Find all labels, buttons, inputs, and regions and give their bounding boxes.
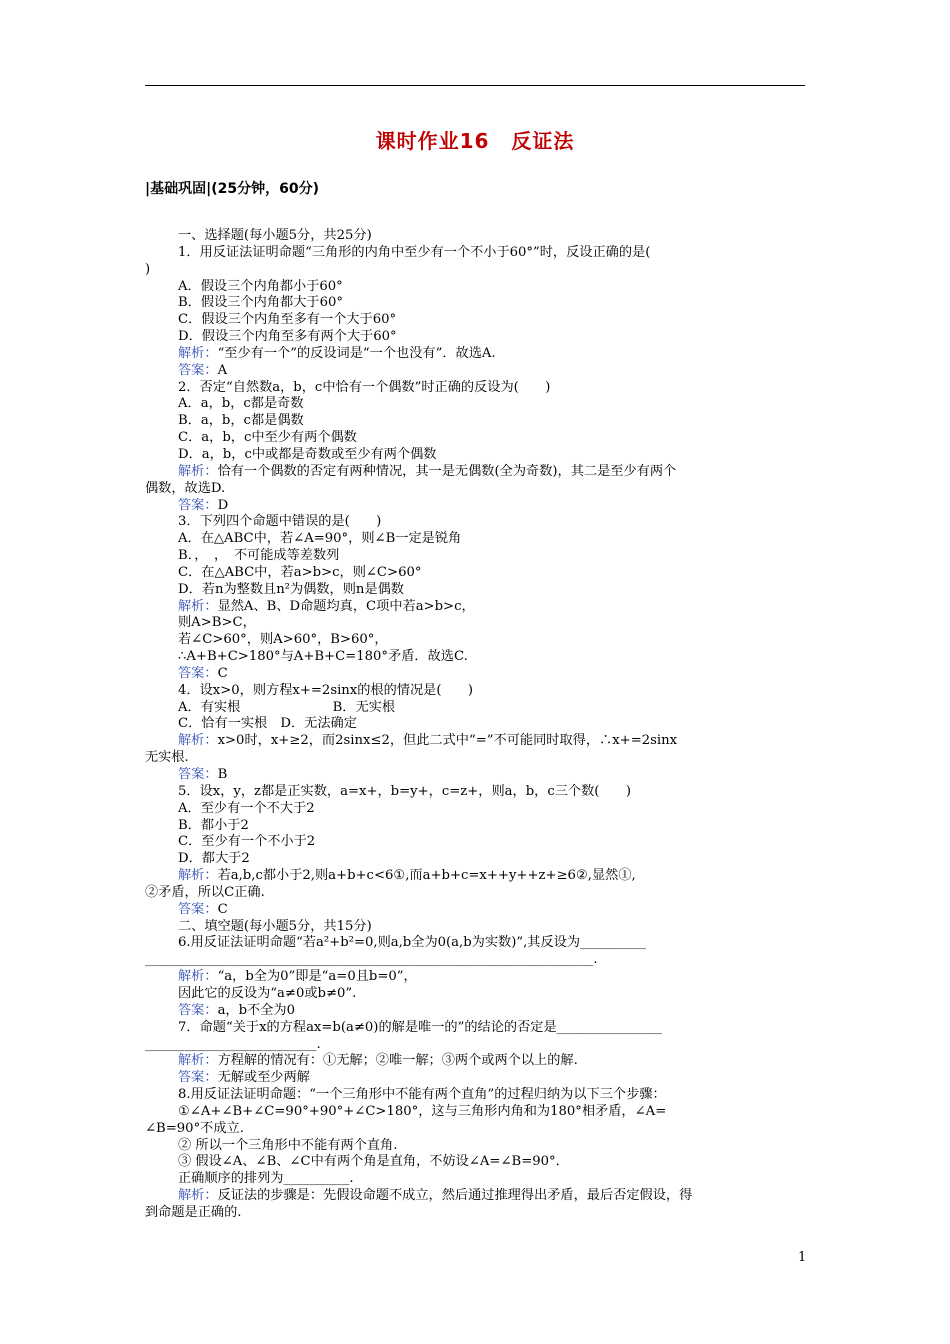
line-text: 3．下列四个命题中错误的是( ) bbox=[178, 514, 382, 530]
text-line bbox=[145, 262, 807, 279]
line-text: 二、填空题(每小题5分，共15分) bbox=[178, 918, 372, 934]
line-text: 若a,b,c都小于2,则a+b+c<6①,而a+b+c=x++y++z+≥6②,显然①, bbox=[217, 868, 636, 884]
text-line bbox=[145, 481, 807, 498]
answer-label: 答案： bbox=[178, 362, 218, 378]
line-text: A．假设三个内角都小于60° bbox=[178, 278, 343, 294]
text-line bbox=[145, 666, 807, 683]
line-text: 则A>B>C， bbox=[178, 615, 256, 631]
text-line bbox=[145, 784, 807, 801]
text-line bbox=[145, 514, 807, 531]
line-text: B．都小于2 bbox=[178, 817, 249, 833]
analysis-label: 解析： bbox=[178, 868, 218, 884]
text-line bbox=[145, 952, 807, 969]
analysis-label: 解析： bbox=[178, 345, 218, 361]
line-text: “至少有一个”的反设词是“一个也没有”．故选A. bbox=[217, 345, 496, 361]
page-number: 1 bbox=[798, 1250, 807, 1265]
title-lesson: 课时作业16 bbox=[375, 129, 490, 153]
text-line bbox=[145, 531, 807, 548]
line-text: C bbox=[217, 665, 228, 681]
line-text: 7．命题“关于x的方程ax=b(a≠0)的解是唯一的”的结论的否定是________________ bbox=[178, 1019, 663, 1035]
analysis-label: 解析： bbox=[178, 1053, 218, 1069]
text-line bbox=[145, 430, 807, 447]
text-line bbox=[145, 615, 807, 632]
line-text: 4．设x>0，则方程x+=2sinx的根的情况是( ) bbox=[178, 682, 474, 698]
line-text: a，b不全为0 bbox=[217, 1002, 296, 1018]
text-line bbox=[145, 396, 807, 413]
line-text: A．至少有一个不大于2 bbox=[178, 800, 315, 816]
line-text: __________________________. bbox=[145, 1036, 321, 1052]
text-line bbox=[145, 363, 807, 380]
line-text: C．在△ABC中，若a>b>c，则∠C>60° bbox=[178, 564, 422, 580]
document-body bbox=[145, 228, 807, 1222]
analysis-label: 解析： bbox=[178, 463, 218, 479]
text-line bbox=[145, 1020, 807, 1037]
answer-label: 答案： bbox=[178, 665, 218, 681]
line-text: B．a，b，c都是偶数 bbox=[178, 413, 304, 429]
line-text: B．， ， 不可能成等差数列 bbox=[178, 548, 340, 564]
line-text: A bbox=[217, 362, 228, 378]
answer-label: 答案： bbox=[178, 1070, 218, 1086]
text-line bbox=[145, 1121, 807, 1138]
line-text: A．a，b，c都是奇数 bbox=[178, 396, 304, 412]
line-text: ③ 假设∠A、∠B、∠C中有两个角是直角，不妨设∠A=∠B=90°． bbox=[178, 1154, 569, 1170]
text-line bbox=[145, 750, 807, 767]
line-text: 反证法的步骤是：先假设命题不成立，然后通过推理得出矛盾，最后否定假设，得 bbox=[217, 1188, 693, 1204]
line-text: A．有实根 B．无实根 bbox=[178, 699, 396, 715]
line-text: 恰有一个偶数的否定有两种情况，其一是无偶数(全为奇数)，其二是至少有两个 bbox=[217, 463, 677, 479]
text-line bbox=[145, 380, 807, 397]
text-line bbox=[145, 851, 807, 868]
text-line bbox=[145, 279, 807, 296]
text-line bbox=[145, 1070, 807, 1087]
text-line bbox=[145, 413, 807, 430]
text-line bbox=[145, 1138, 807, 1155]
line-text: 因此它的反设为“a≠0或b≠0”. bbox=[178, 985, 357, 1001]
line-text: C．至少有一个不小于2 bbox=[178, 834, 316, 850]
text-line bbox=[145, 1154, 807, 1171]
line-text: A．在△ABC中，若∠A=90°，则∠B一定是锐角 bbox=[178, 531, 462, 547]
section-heading: |基础巩固|(25分钟，60分) bbox=[145, 181, 319, 197]
text-line bbox=[145, 228, 807, 245]
title-topic: 反证法 bbox=[511, 129, 575, 153]
text-line bbox=[145, 733, 807, 750]
text-line bbox=[145, 935, 807, 952]
text-line bbox=[145, 1053, 807, 1070]
text-line bbox=[145, 801, 807, 818]
text-line bbox=[145, 1188, 807, 1205]
line-text: D．a，b，c中或都是奇数或至少有两个偶数 bbox=[178, 446, 437, 462]
line-text: 正确顺序的排列为__________. bbox=[178, 1171, 354, 1187]
line-text: D bbox=[217, 497, 229, 513]
answer-label: 答案： bbox=[178, 767, 218, 782]
line-text: 1．用反证法证明命题“三角形的内角中至少有一个不小于60°”时，反设正确的是( bbox=[178, 244, 651, 260]
text-line bbox=[145, 632, 807, 649]
text-line bbox=[145, 1037, 807, 1054]
text-line bbox=[145, 868, 807, 885]
line-text: 若∠C>60°，则A>60°，B>60°， bbox=[178, 632, 388, 648]
analysis-label: 解析： bbox=[178, 598, 218, 614]
text-line bbox=[145, 902, 807, 919]
answer-label: 答案： bbox=[178, 1002, 218, 1018]
line-text: 无实根. bbox=[145, 750, 189, 766]
text-line bbox=[145, 312, 807, 329]
line-text: 8.用反证法证明命题：“一个三角形中不能有两个直角”的过程归纳为以下三个步骤： bbox=[178, 1087, 666, 1103]
text-line bbox=[145, 818, 807, 835]
line-text: ② 所以一个三角形中不能有两个直角. bbox=[178, 1137, 398, 1153]
text-line bbox=[145, 986, 807, 1003]
text-line bbox=[145, 599, 807, 616]
line-text: ____________________________________________________________________. bbox=[145, 952, 598, 968]
analysis-label: 解析： bbox=[178, 969, 218, 985]
line-text: ∴A+B+C>180°与A+B+C=180°矛盾．故选C. bbox=[178, 649, 468, 665]
text-line bbox=[145, 1087, 807, 1104]
line-text: C．a，b，c中至少有两个偶数 bbox=[178, 430, 357, 446]
line-text: ②矛盾，所以C正确. bbox=[145, 884, 265, 900]
line-text: 显然A、B、D命题均真，C项中若a>b>c， bbox=[217, 598, 475, 614]
line-text: 到命题是正确的. bbox=[145, 1204, 242, 1220]
text-line bbox=[145, 767, 807, 784]
text-line bbox=[145, 716, 807, 733]
text-line bbox=[145, 919, 807, 936]
line-text: D．若n为整数且n²为偶数，则n是偶数 bbox=[178, 581, 404, 597]
text-line bbox=[145, 346, 807, 363]
text-line bbox=[145, 295, 807, 312]
line-text: D．都大于2 bbox=[178, 851, 250, 867]
line-text: ∠B=90°不成立. bbox=[145, 1120, 244, 1136]
line-text: x>0时，x+≥2，而2sinx≤2，但此二式中“=”不可能同时取得，∴x+=2sinx bbox=[217, 733, 678, 749]
line-text: ) bbox=[145, 261, 151, 277]
line-text: “a，b全为0”即是“a=0且b=0”， bbox=[217, 969, 417, 985]
text-line bbox=[145, 649, 807, 666]
page-title bbox=[0, 125, 950, 154]
text-line bbox=[145, 548, 807, 565]
header-rule bbox=[145, 85, 805, 86]
line-text: B．假设三个内角都大于60° bbox=[178, 295, 343, 311]
text-line bbox=[145, 565, 807, 582]
text-line bbox=[145, 1104, 807, 1121]
line-text: ①∠A+∠B+∠C=90°+90°+∠C>180°，这与三角形内角和为180°相矛盾，∠A= bbox=[178, 1103, 667, 1119]
text-line bbox=[145, 582, 807, 599]
line-text: 5．设x，y，z都是正实数，a=x+，b=y+，c=z+，则a，b，c三个数( ) bbox=[178, 783, 631, 799]
line-text: B bbox=[217, 767, 228, 782]
text-line bbox=[145, 498, 807, 515]
line-text: 一、选择题(每小题5分，共25分) bbox=[178, 228, 372, 243]
line-text: 6.用反证法证明命题“若a²+b²=0,则a,b全为0(a,b为实数)”,其反设为__________ bbox=[178, 935, 646, 951]
line-text: 无解或至少两解 bbox=[217, 1070, 310, 1086]
text-line bbox=[145, 329, 807, 346]
line-text: 偶数，故选D. bbox=[145, 480, 226, 496]
text-line bbox=[145, 885, 807, 902]
answer-label: 答案： bbox=[178, 497, 218, 513]
line-text: 2．否定“自然数a，b，c中恰有一个偶数”时正确的反设为( ) bbox=[178, 379, 551, 395]
text-line bbox=[145, 683, 807, 700]
text-line bbox=[145, 1171, 807, 1188]
text-line bbox=[145, 245, 807, 262]
analysis-label: 解析： bbox=[178, 733, 218, 749]
answer-label: 答案： bbox=[178, 901, 218, 917]
line-text: D．假设三个内角至多有两个大于60° bbox=[178, 329, 397, 345]
text-line bbox=[145, 700, 807, 717]
analysis-label: 解析： bbox=[178, 1188, 218, 1204]
line-text: 方程解的情况有：①无解；②唯一解；③两个或两个以上的解. bbox=[217, 1053, 578, 1069]
text-line bbox=[145, 447, 807, 464]
line-text: C bbox=[217, 901, 228, 917]
text-line bbox=[145, 834, 807, 851]
text-line bbox=[145, 1205, 807, 1222]
text-line bbox=[145, 464, 807, 481]
line-text: C．恰有一实根 D．无法确定 bbox=[178, 716, 357, 732]
text-line bbox=[145, 969, 807, 986]
line-text: C．假设三个内角至多有一个大于60° bbox=[178, 312, 397, 328]
text-line bbox=[145, 1003, 807, 1020]
